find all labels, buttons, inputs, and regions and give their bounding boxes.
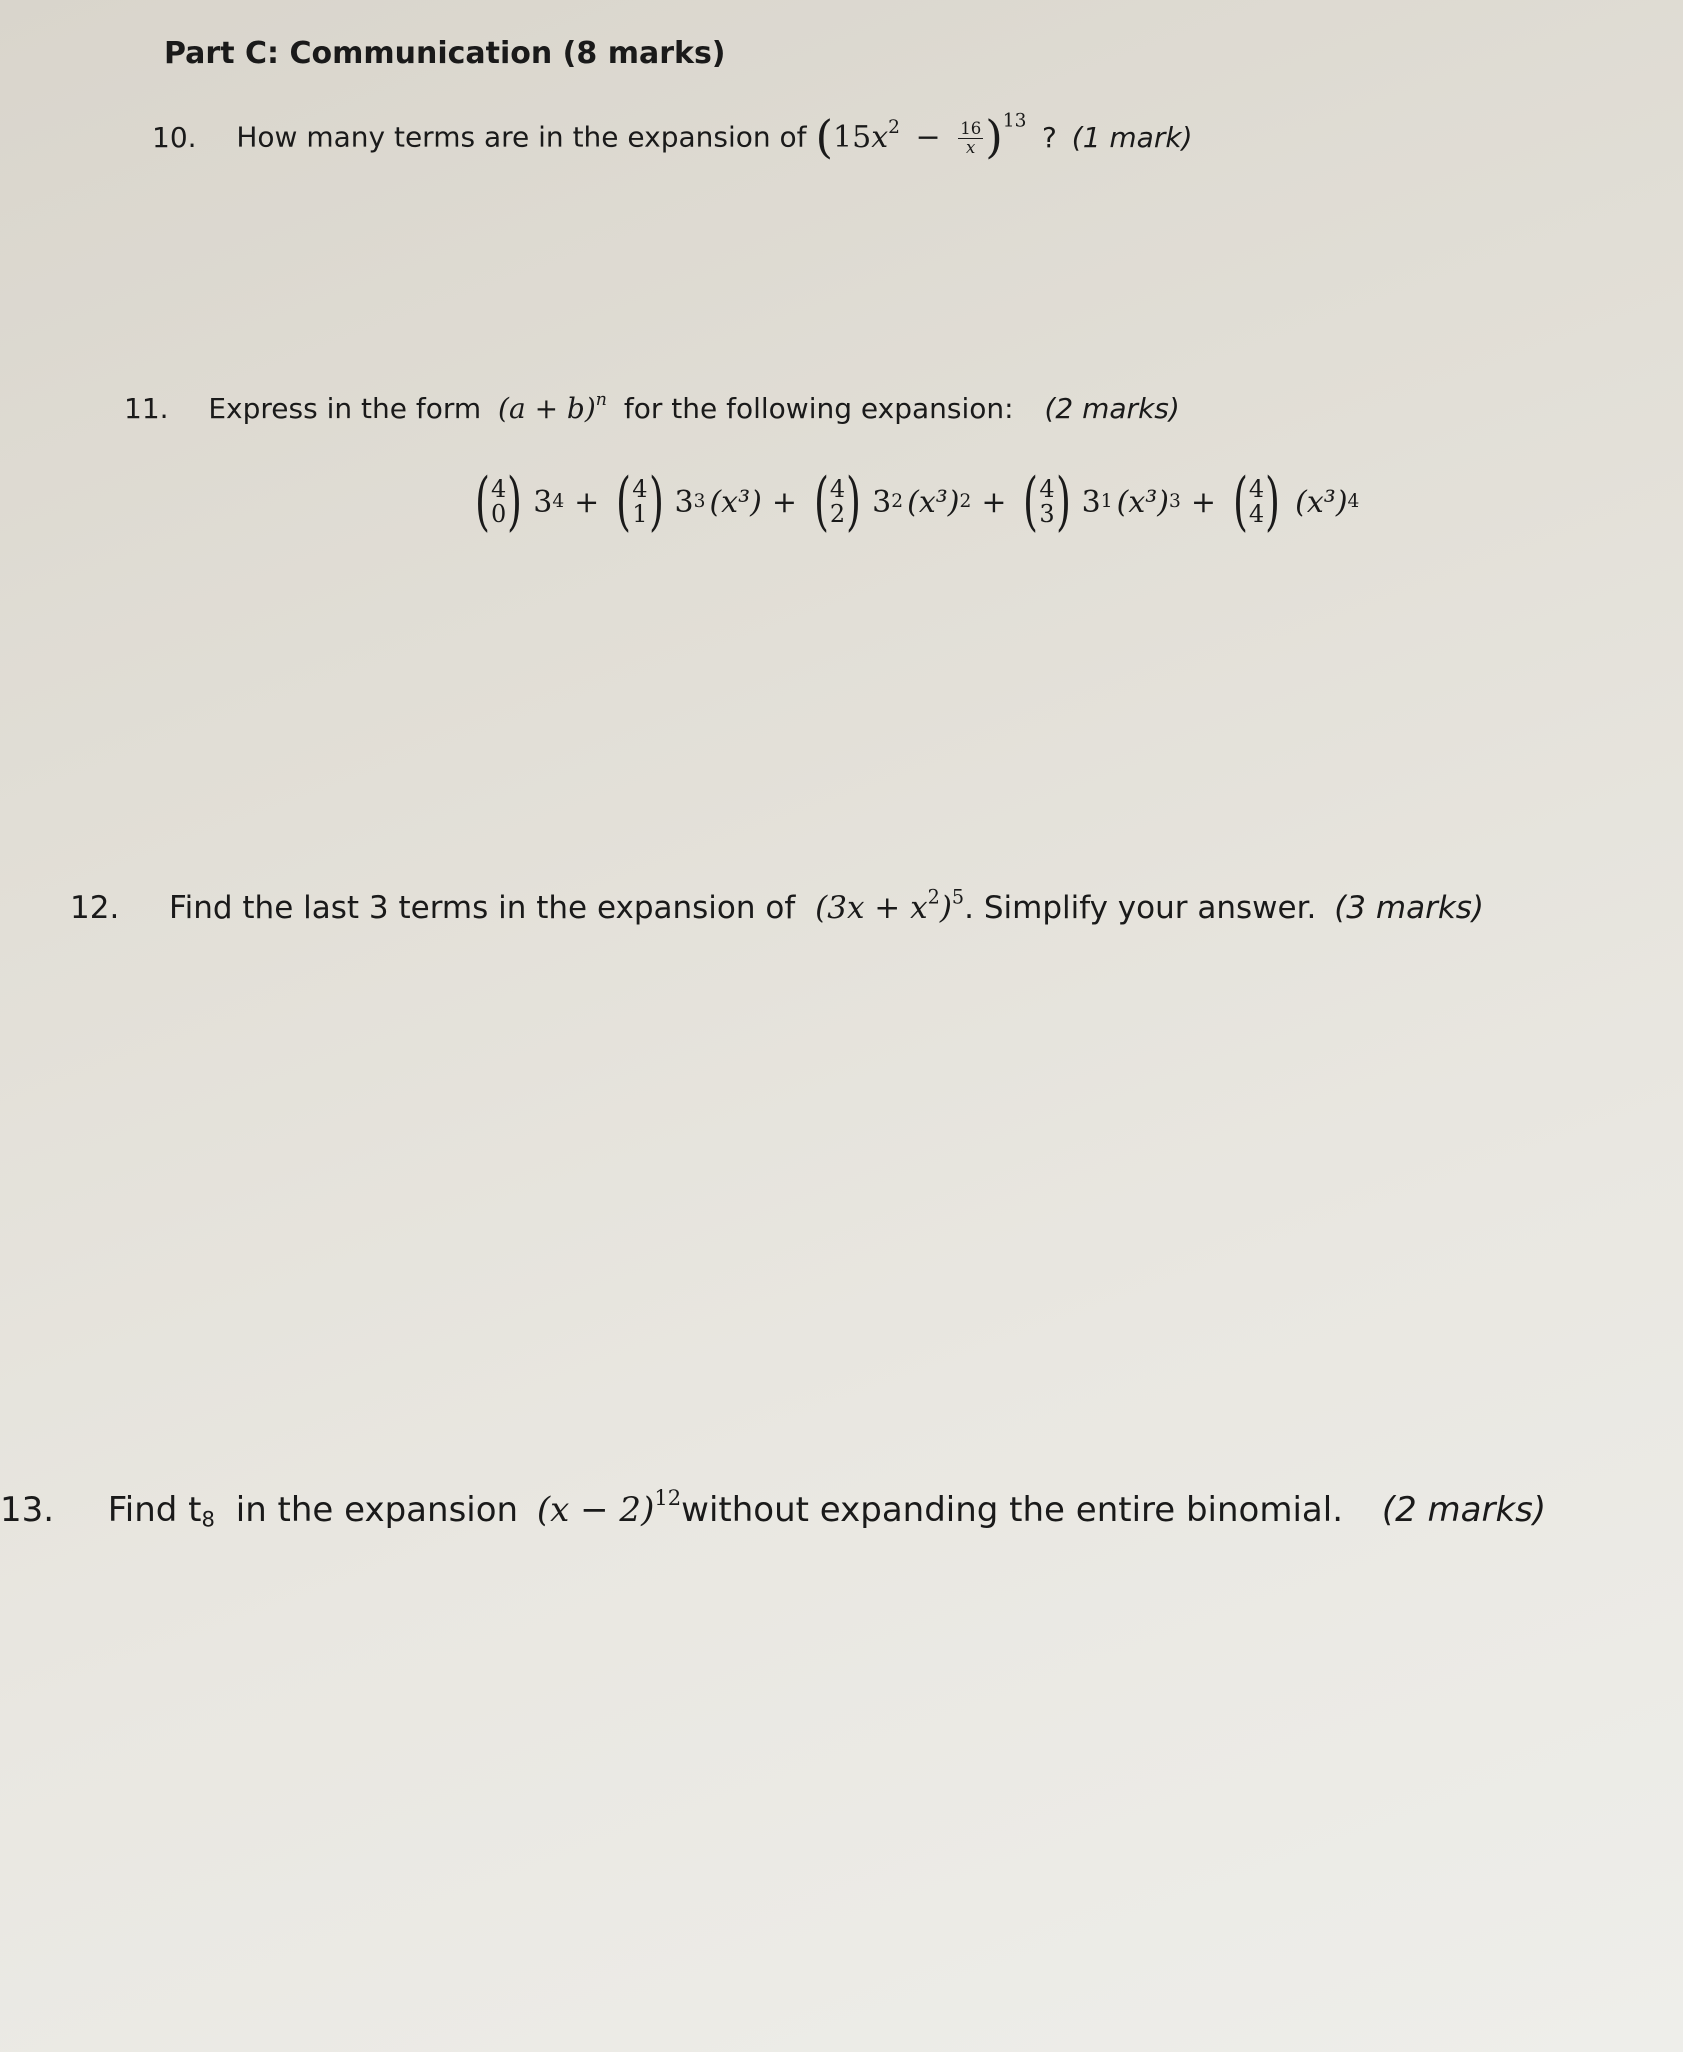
binomial-coefficient: ( 4 3 ) xyxy=(1023,465,1071,539)
expansion-term: ( 4 2 ) 3 2 (x³) 2 xyxy=(809,470,971,534)
binomial-coefficient: ( 4 1 ) xyxy=(616,465,664,539)
expansion-term: ( 4 4 ) (x³) 4 xyxy=(1228,470,1359,534)
plus-sign: + xyxy=(981,484,1007,520)
binomial-coefficient: ( 4 4 ) xyxy=(1232,465,1281,539)
marks-label: (2 marks) xyxy=(1044,392,1180,425)
question-number: 12. xyxy=(70,890,120,926)
expansion-term: ( 4 0 ) 3 4 xyxy=(470,470,564,534)
section-heading: Part C: Communication (8 marks) xyxy=(164,36,726,71)
binomial-coefficient: ( 4 0 ) xyxy=(474,465,523,539)
binomial-coefficient: ( 4 2 ) xyxy=(813,465,862,539)
form-expression: $(a + b)^n$ xyxy=(498,389,607,425)
expression: $(3x + x^2)^5$ xyxy=(815,885,965,926)
expansion-term: ( 4 1 ) 3 3 (x³) xyxy=(611,470,762,534)
marks-label: (1 mark) xyxy=(1071,120,1193,154)
question-text: Express in the form xyxy=(208,392,482,425)
question-text-2: for the following expansion: xyxy=(623,392,1014,425)
question-text: Find t xyxy=(107,1490,202,1530)
expansion-term: ( 4 3 ) 3 1 (x³) 3 xyxy=(1018,470,1180,534)
term-subscript: 8 xyxy=(201,1506,215,1532)
binomial-expansion xyxy=(470,465,1365,539)
question-12 xyxy=(70,885,1485,926)
question-11 xyxy=(124,389,1180,425)
marks-label: (3 marks) xyxy=(1334,890,1485,926)
question-number: 13. xyxy=(0,1490,55,1530)
plus-sign: + xyxy=(574,484,600,520)
expression: $(x - 2)^{12}$ xyxy=(536,1485,682,1530)
question-text: How many terms are in the expansion of xyxy=(236,120,807,154)
question-number: 11. xyxy=(124,392,169,425)
expression: ($15x^2$ − $\frac{16}{x}$ )$^{13}$ xyxy=(815,110,1027,163)
question-text-2: . Simplify your answer. xyxy=(964,890,1317,926)
plus-sign: + xyxy=(771,484,797,520)
plus-sign: + xyxy=(1190,484,1216,520)
question-text-2: in the expansion xyxy=(235,1490,519,1530)
question-10 xyxy=(152,110,1193,163)
question-13 xyxy=(0,1485,1547,1532)
question-text-3: without expanding the entire binomial. xyxy=(681,1490,1344,1530)
fraction: $\frac{16}{x}$ xyxy=(960,118,982,158)
question-punct: ? xyxy=(1041,120,1057,154)
question-text: Find the last 3 terms in the expansion of xyxy=(169,890,796,926)
question-number: 10. xyxy=(152,120,197,154)
bleed-through-text xyxy=(220,78,227,109)
marks-label: (2 marks) xyxy=(1381,1490,1547,1530)
